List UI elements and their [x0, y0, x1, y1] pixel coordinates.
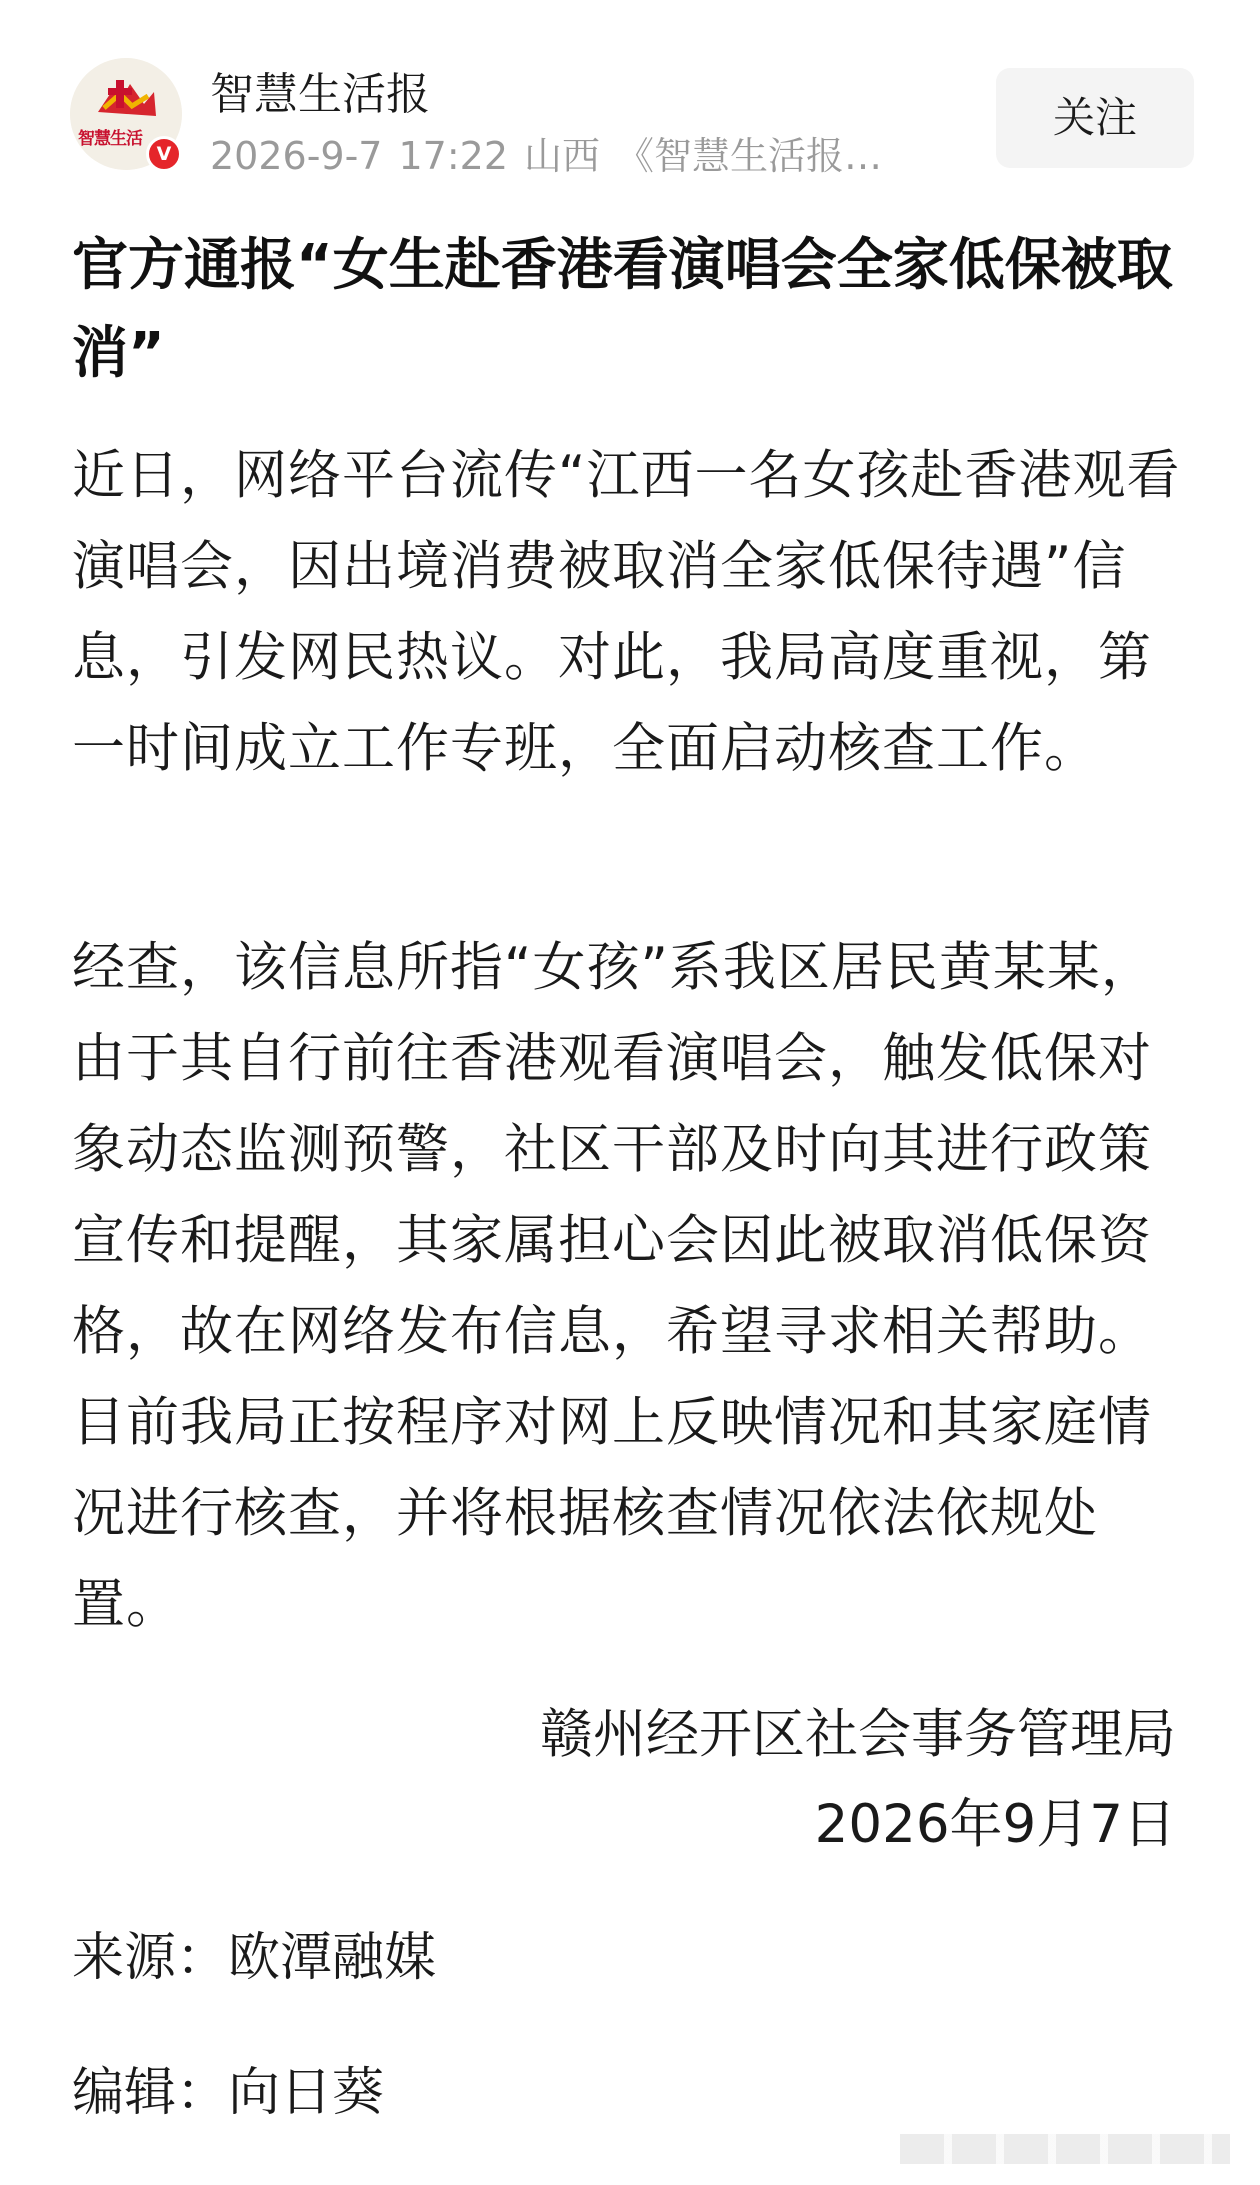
- post-time: 17:22: [398, 134, 508, 178]
- source-credit: 来源：欧潭融媒: [72, 1928, 437, 1988]
- post-meta: [210, 125, 898, 180]
- post-header: [0, 0, 1260, 190]
- avatar-label: 智慧生活: [78, 129, 142, 149]
- signature-organization: 赣州经开区社会事务管理局: [540, 1704, 1176, 1765]
- follow-button[interactable]: 关注: [996, 68, 1194, 168]
- signature-block: [540, 1690, 1176, 1870]
- article-title: 官方通报“女生赴香港看演唱会全家低保被取消”: [72, 233, 1173, 386]
- post-source-snippet[interactable]: 《智慧生活报…: [616, 134, 883, 178]
- article-paragraph: 近日，网络平台流传“江西一名女孩赴香港观看演唱会，因出境消费被取消全家低保待遇”信息，引发网民热议。对此，我局高度重视，第一时间成立工作专班，全面启动核查工作。: [72, 445, 1181, 779]
- account-name[interactable]: 智慧生活报: [210, 69, 430, 120]
- editor-credit: 编辑：向日葵: [72, 2063, 385, 2123]
- verified-badge-icon: V: [146, 136, 182, 172]
- article-paragraph: 经查，该信息所指“女孩”系我区居民黄某某，由于其自行前往香港观看演唱会，触发低保对象动态监测预警，社区干部及时向其进行政策宣传和提醒，其家属担心会因此被取消低保资格，故在网络发布信息，希望寻求相关帮助。目前我局正按程序对网上反映情况和其家庭情况进行核查，并将根据核查情况依法依规处置。: [72, 937, 1155, 1635]
- post-location: 山西: [524, 134, 601, 178]
- signature-date: 2026年9月7日: [814, 1794, 1176, 1855]
- post-date: 2026-9-7: [210, 134, 383, 178]
- watermark: [900, 2134, 1230, 2164]
